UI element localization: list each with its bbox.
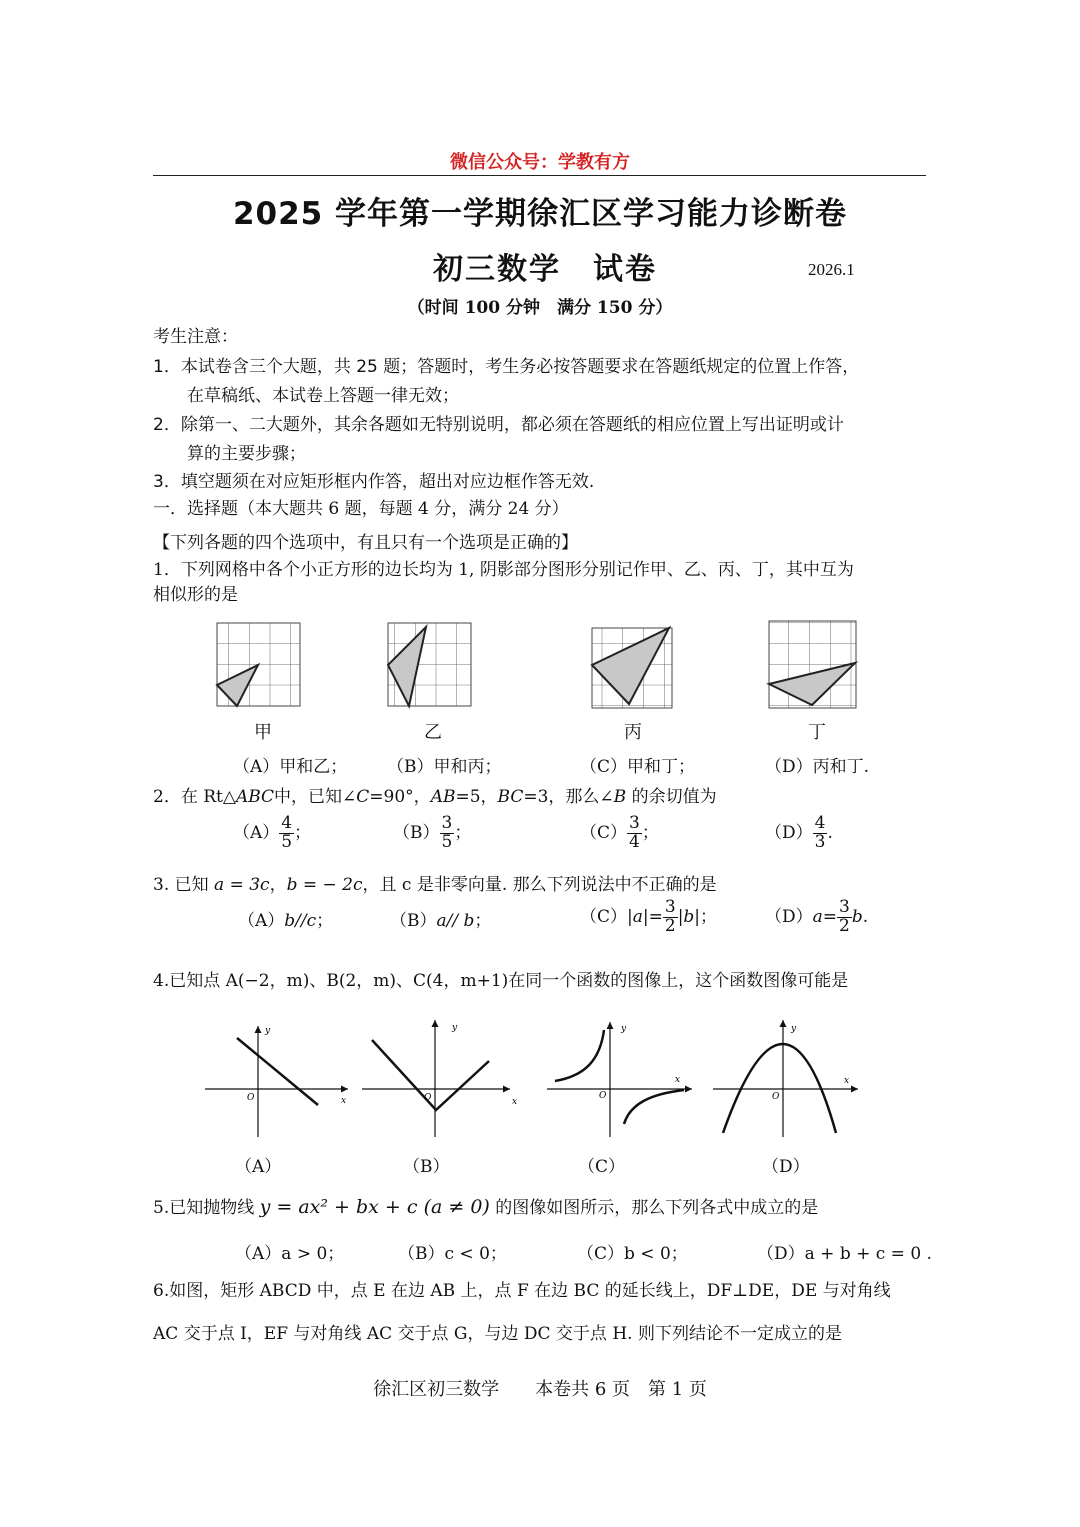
q2-option-b[interactable]: （B） $\frac{3}{5}$ ； [393,813,472,852]
q4-option-d[interactable]: （D） [762,1157,810,1177]
q1-option-a[interactable]: （A）甲和乙； [233,757,348,777]
section-heading: 一．选择题（本大题共 6 题，每题 4 分，满分 24 分） [153,499,569,519]
page-footer: 徐汇区初三数学 本卷共 6 页 第 1 页 [373,1379,707,1400]
notice-item-2: 2．除第一、二大题外，其余各题如无特别说明，都必须在答题纸的相应位置上写出证明或计 [153,415,844,435]
notice-item-1-cont: 在草稿纸、本试卷上答题一律无效； [187,386,459,406]
q4-option-a[interactable]: （A） [235,1157,282,1177]
q4-option-c[interactable]: （C） [578,1157,626,1177]
graph-b [362,1020,517,1137]
wechat-note: 微信公众号：学教有方 [450,152,630,173]
q3-option-b[interactable]: （B）a// b； [390,911,492,931]
q3-option-a[interactable]: （A）b//c； [238,911,334,931]
section-instruction: 【下列各题的四个选项中，有且只有一个选项是正确的】 [153,533,578,553]
exam-title: 2025 学年第一学期徐汇区学习能力诊断卷 [232,196,848,232]
q4-option-b[interactable]: （B） [403,1157,450,1177]
q2-text: 2．在 Rt△ABC中，已知∠C=90°，AB=5，BC=3，那么∠B 的余切值为 [153,787,717,807]
time-info: （时间 100 分钟 满分 150 分） [407,298,673,318]
graph-b-origin: O [424,1093,432,1103]
fig-label-yi: 乙 [424,722,442,743]
graph-a-x-label: x [341,1096,347,1106]
graph-d-y-label: y [791,1024,797,1034]
q3-option-d[interactable]: （D）a= $\frac{3}{2}$ b. [765,897,869,936]
q3-option-c[interactable]: （C）|a|= $\frac{3}{2}$ |b|； [580,897,718,936]
q5-option-d[interactable]: （D）a + b + c = 0 . [757,1244,932,1264]
notice-item-1: 1．本试卷含三个大题，共 25 题；答题时，考生务必按答题要求在答题纸规定的位置上作答， [153,357,860,377]
fig-label-ding: 丁 [808,722,826,743]
graph-a-y-label: y [265,1026,271,1036]
q5-text: 5.已知抛物线 y = ax² + bx + c (a ≠ 0) 的图像如图所示，那么下列各式中成立的是 [153,1196,819,1218]
notice-item-2-cont: 算的主要步骤； [187,444,306,464]
graph-c-y-label: y [621,1024,627,1034]
q4-text: 4.已知点 A(−2，m)、B(2，m)、C(4，m+1)在同一个函数的图像上，这个函数图像可能是 [153,971,849,991]
q6-text: 6.如图，矩形 ABCD 中，点 E 在边 AB 上，点 F 在边 BC 的延长线上，DF⊥DE，DE 与对角线 [153,1281,891,1301]
graph-d-origin: O [772,1092,780,1102]
fig-label-jia: 甲 [254,722,272,743]
graph-b-y-label: y [452,1023,458,1033]
q5-option-a[interactable]: （A）a > 0； [235,1244,345,1264]
q1-text: 1．下列网格中各个小正方形的边长均为 1, 阴影部分图形分别记作甲、乙、丙、丁，其中互为 [153,560,854,580]
graph-c-x-label: x [675,1075,681,1085]
graph-a-origin: O [247,1093,255,1103]
notice-item-3: 3．填空题须在对应矩形框内作答，超出对应边框作答无效. [153,472,595,492]
graph-d [713,1020,858,1137]
notice-heading: 考生注意： [153,327,238,347]
q6-text-cont: AC 交于点 I，EF 与对角线 AC 交于点 G，与边 DC 交于点 H. 则下列结论不一定成立的是 [153,1324,842,1344]
graph-c [547,1022,692,1137]
graph-d-x-label: x [844,1076,850,1086]
graph-c-origin: O [599,1091,607,1101]
q2-option-a[interactable]: （A） $\frac{4}{5}$ ； [233,813,312,852]
q2-option-c[interactable]: （C） $\frac{3}{4}$ ； [580,813,659,852]
q3-text: 3. 已知 a = 3c，b = − 2c，且 c 是非零向量. 那么下列说法中不正确的是 [153,875,717,895]
q2-option-d[interactable]: （D） $\frac{4}{3}$ . [765,813,833,852]
q1-text-cont: 相似形的是 [153,585,238,605]
q5-option-b[interactable]: （B）c < 0； [398,1244,507,1264]
exam-subtitle: 初三数学 试卷 [433,252,657,287]
q1-option-b[interactable]: （B）甲和丙； [387,757,502,777]
exam-date: 2026.1 [808,260,855,279]
graph-b-x-label: x [512,1097,518,1107]
fig-label-bing: 丙 [624,722,642,743]
q1-option-d[interactable]: （D）丙和丁. [765,757,870,777]
q5-option-c[interactable]: （C）b < 0； [577,1244,688,1264]
graph-a [205,1026,348,1137]
q1-option-c[interactable]: （C）甲和丁； [580,757,696,777]
